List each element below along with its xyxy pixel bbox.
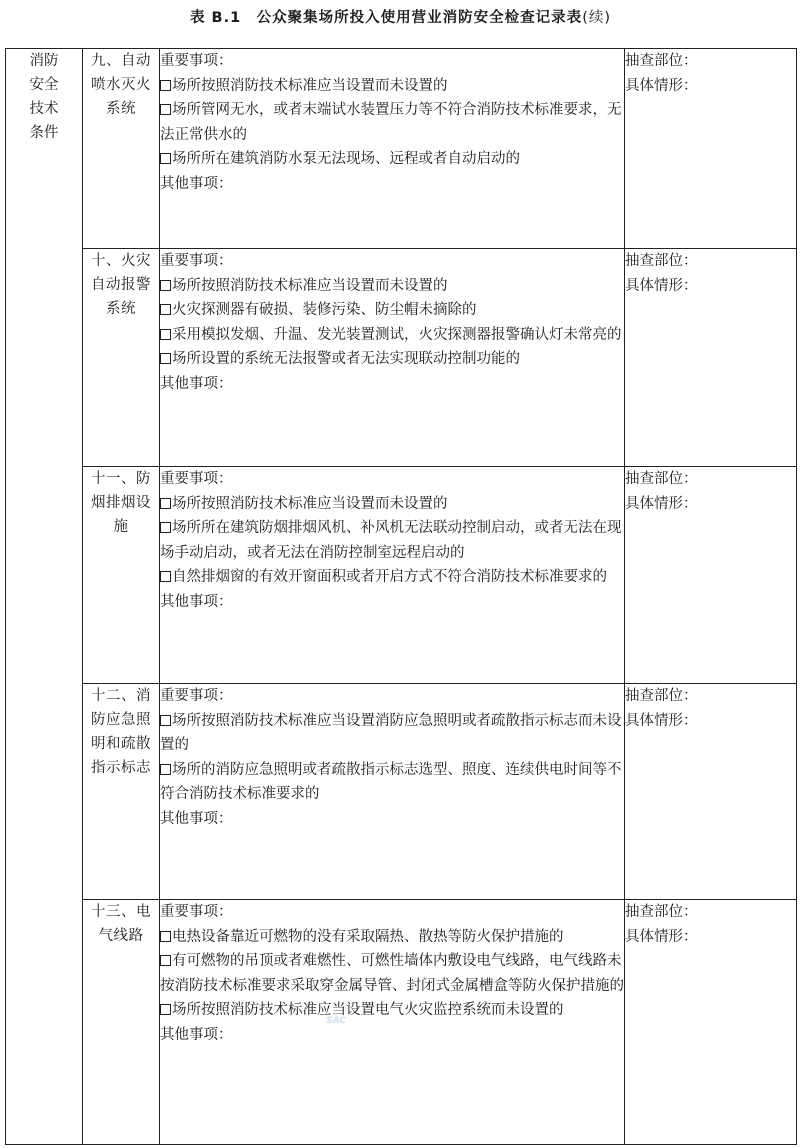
check-item	[160, 998, 624, 1023]
other-label: 其他事项：	[160, 593, 233, 610]
check-item-text: 场所的消防应急照明或者疏散指示标志选型、照度、连续供电时间等不符合消防技术标准要求的	[160, 761, 622, 802]
check-item-text: 场所按照消防技术标准应当设置电气火灾监控系统而未设置的	[172, 1002, 564, 1018]
check-item-text: 电热设备靠近可燃物的没有采取隔热、散热等防火保护措施的	[172, 928, 564, 945]
check-item	[160, 925, 624, 950]
system-label: 十三、电气线路	[91, 904, 151, 944]
check-item	[160, 98, 624, 147]
spot-location-label: 抽查部位：	[625, 904, 698, 920]
system-cell	[83, 684, 160, 900]
system-cell	[83, 467, 160, 684]
system-label: 九、自动喷水灭火系统	[91, 53, 151, 117]
spot-detail-label: 具体情形：	[625, 495, 698, 512]
spot-location-label: 抽查部位：	[625, 53, 698, 69]
checkbox[interactable]	[160, 522, 171, 533]
spot-location-label: 抽查部位：	[625, 688, 698, 704]
table-title	[0, 4, 801, 32]
check-item-text: 场所按照消防技术标准应当设置而未设置的	[172, 277, 448, 294]
category-cell	[6, 49, 83, 1145]
checkbox[interactable]	[160, 498, 171, 509]
system-label: 十一、防烟排烟设施	[91, 471, 151, 535]
check-item-text: 场所按照消防技术标准应当设置消防应急照明或者疏散指示标志而未设置的	[160, 712, 622, 753]
check-item	[160, 565, 624, 590]
check-item-text: 场所管网无水，或者末端试水装置压力等不符合消防技术标准要求，无法正常供水的	[160, 102, 622, 143]
check-item	[160, 492, 624, 517]
check-item	[160, 274, 624, 299]
check-item	[160, 298, 624, 323]
system-cell	[83, 249, 160, 467]
check-item	[160, 758, 624, 807]
checkbox[interactable]	[160, 80, 171, 91]
spot-location-label: 抽查部位：	[625, 253, 698, 269]
spot-check-cell	[625, 900, 797, 1145]
check-item-text: 有可燃物的吊顶或者难燃性、可燃性墙体内敷设电气线路，电气线路未按消防技术标准要求采取穿金属导管、封闭式金属槽盒等防火保护措施的	[160, 953, 624, 994]
check-item-text: 火灾探测器有破损、装修污染、防尘帽未摘除的	[172, 302, 477, 318]
checkbox[interactable]	[160, 329, 171, 340]
important-label: 重要事项：	[160, 688, 233, 704]
important-label: 重要事项：	[160, 253, 233, 269]
check-item-text: 采用模拟发烟、升温、发光装置测试，火灾探测器报警确认灯未常亮的	[172, 326, 622, 343]
check-item-text: 场所所在建筑消防水泵无法现场、远程或者自动启动的	[172, 151, 520, 167]
checkbox[interactable]	[160, 764, 171, 775]
table-title-main: 表 B.1 公众聚集场所投入使用营业消防安全检查记录表	[189, 10, 583, 26]
system-cell	[83, 49, 160, 249]
important-label: 重要事项：	[160, 904, 233, 920]
other-label: 其他事项：	[160, 175, 233, 192]
checkbox[interactable]	[160, 104, 171, 115]
check-item	[160, 147, 624, 172]
check-item-text: 场所按照消防技术标准应当设置而未设置的	[172, 495, 448, 512]
spot-detail-label: 具体情形：	[625, 277, 698, 294]
table-row	[6, 249, 797, 467]
check-items-cell	[160, 249, 625, 467]
check-item-text: 自然排烟窗的有效开窗面积或者开启方式不符合消防技术标准要求的	[172, 569, 607, 585]
other-label: 其他事项：	[160, 375, 233, 392]
check-items-cell	[160, 49, 625, 249]
important-label: 重要事项：	[160, 471, 233, 487]
system-cell	[83, 900, 160, 1145]
inspection-record-table	[5, 48, 797, 1145]
spot-check-cell	[625, 467, 797, 684]
checkbox[interactable]	[160, 153, 171, 164]
check-items-cell	[160, 900, 625, 1145]
checkbox[interactable]	[160, 955, 171, 966]
table-row	[6, 467, 797, 684]
checkbox[interactable]	[160, 1004, 171, 1015]
check-item	[160, 516, 624, 565]
important-label: 重要事项：	[160, 53, 233, 69]
checkbox[interactable]	[160, 304, 171, 315]
check-item-text: 场所设置的系统无法报警或者无法实现联动控制功能的	[172, 351, 520, 367]
check-item-text: 场所所在建筑防烟排烟风机、补风机无法联动控制启动，或者无法在现场手动启动，或者无法在消防控制室远程启动的	[160, 520, 622, 561]
spot-check-cell	[625, 684, 797, 900]
system-label: 十、火灾自动报警系统	[91, 253, 151, 317]
checkbox[interactable]	[160, 715, 171, 726]
spot-check-cell	[625, 249, 797, 467]
checkbox[interactable]	[160, 931, 171, 942]
check-items-cell	[160, 684, 625, 900]
system-label: 十二、消防应急照明和疏散指示标志	[91, 688, 151, 776]
spot-detail-label: 具体情形：	[625, 712, 698, 729]
watermark-logo: SAC	[326, 1016, 346, 1026]
other-label: 其他事项：	[160, 810, 233, 827]
spot-detail-label: 具体情形：	[625, 928, 698, 945]
spot-check-cell	[625, 49, 797, 249]
table-row	[6, 900, 797, 1145]
category-label: 消防安全技术条件	[29, 53, 59, 141]
check-items-cell	[160, 467, 625, 684]
check-item	[160, 949, 624, 998]
other-label: 其他事项：	[160, 1026, 233, 1043]
check-item	[160, 323, 624, 348]
checkbox[interactable]	[160, 571, 171, 582]
check-item	[160, 347, 624, 372]
spot-location-label: 抽查部位：	[625, 471, 698, 487]
check-item	[160, 709, 624, 758]
check-item	[160, 74, 624, 99]
checkbox[interactable]	[160, 280, 171, 291]
check-item-text: 场所按照消防技术标准应当设置而未设置的	[172, 77, 448, 94]
checkbox[interactable]	[160, 353, 171, 364]
table-title-continued: (续)	[582, 10, 612, 26]
spot-detail-label: 具体情形：	[625, 77, 698, 94]
table-row	[6, 49, 797, 249]
table-row	[6, 684, 797, 900]
